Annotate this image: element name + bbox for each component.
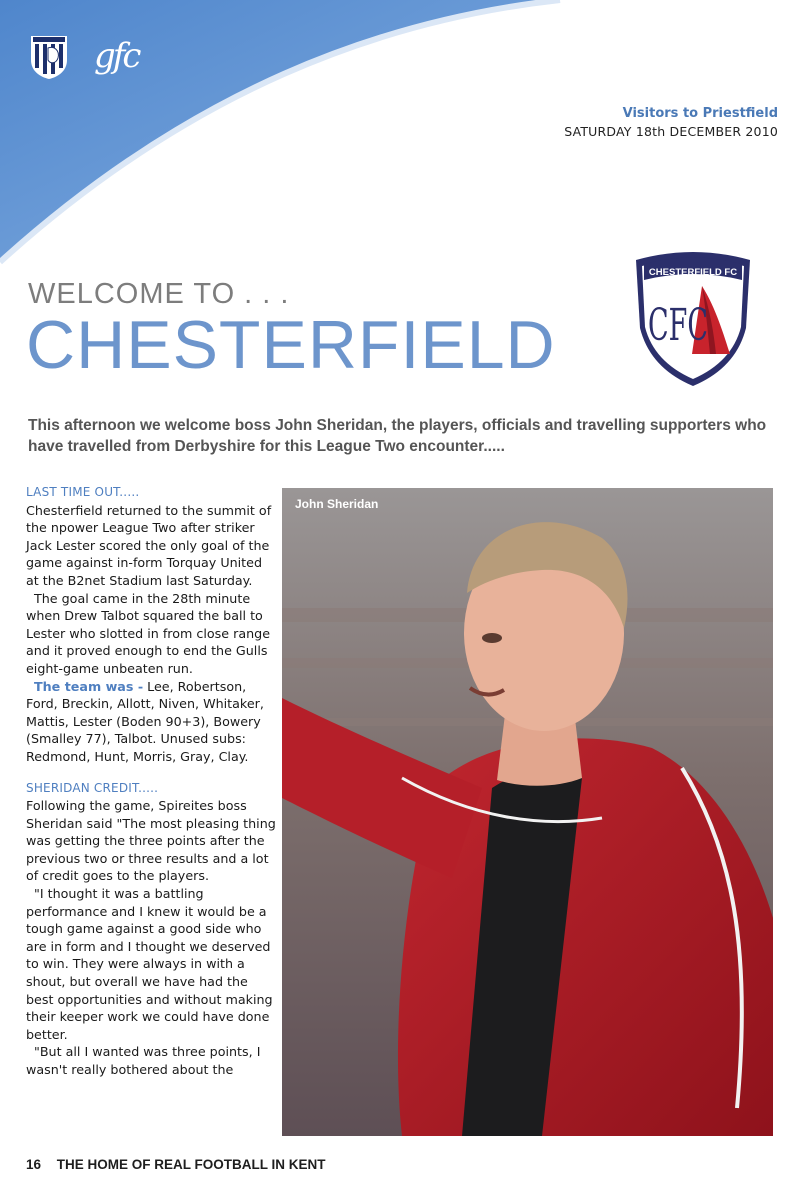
article-paragraph: "I thought it was a battling performance and I knew it would be a tough game against a good side who are in form and I thought we deserved to win. They were always in with a shout, but overall we have had the best opportunities and without making their keeper work we could have done better. — [26, 886, 273, 1042]
team-lineup — [26, 678, 278, 766]
article-paragraph: The goal came in the 28th minute when Drew Talbot squared the ball to Lester who slotted in from close range and it proved enough to end the Gulls eight-game unbeaten run. — [26, 590, 271, 676]
section-heading-last-time-out: LAST TIME OUT..... — [26, 485, 140, 499]
crest-monogram: CFC — [648, 300, 708, 351]
article-paragraph: Chesterfield returned to the summit of the npower League Two after striker Jack Lester scored the only goal of the game against in-form Torquay United at the B2net Stadium last Saturday. — [26, 502, 272, 588]
article-paragraph: "But all I wanted was three points, I wasn't really bothered about the — [26, 1044, 261, 1077]
welcome-heading: WELCOME TO . . . — [28, 278, 290, 310]
intro-paragraph: This afternoon we welcome boss John Sheridan, the players, officials and travelling supporters who have travelled from Derbyshire for this League Two encounter..... — [28, 417, 767, 455]
photo-caption: John Sheridan — [295, 497, 379, 511]
visitors-label: Visitors to Priestfield — [622, 106, 778, 121]
club-name-title: CHESTERFIELD — [26, 307, 556, 383]
chesterfield-crest-icon — [632, 250, 754, 388]
section-heading-sheridan-credit: SHERIDAN CREDIT..... — [26, 780, 159, 795]
crest-text: CHESTERFIELD FC — [648, 267, 738, 278]
footer-tagline: THE HOME OF REAL FOOTBALL IN KENT — [56, 1157, 326, 1172]
manager-photo-illustration — [282, 488, 773, 1136]
page-number: 16 — [26, 1157, 42, 1172]
manager-photo — [282, 488, 773, 1136]
article-paragraph: Following the game, Spireites boss Sheridan said "The most pleasing thing was getting the three points after the previous two or three results and a lot of credit goes to the players. — [26, 798, 276, 884]
page-footer — [26, 1157, 326, 1172]
match-date: SATURDAY 18th DECEMBER 2010 — [564, 124, 778, 139]
article-column — [26, 484, 278, 1079]
team-label: The team was - — [34, 678, 144, 694]
team-list: Lee, Robertson, Ford, Breckin, Allott, Niven, Whitaker, Mattis, Lester (Boden 90+3), Bowery (Smalley 77), Talbot. Unused subs: Redmond, Hunt, Morris, Gray, Clay. — [26, 678, 264, 764]
gillingham-badge-icon — [30, 34, 68, 80]
gfc-logo: gfc — [94, 36, 139, 76]
visitors-header — [564, 106, 778, 139]
